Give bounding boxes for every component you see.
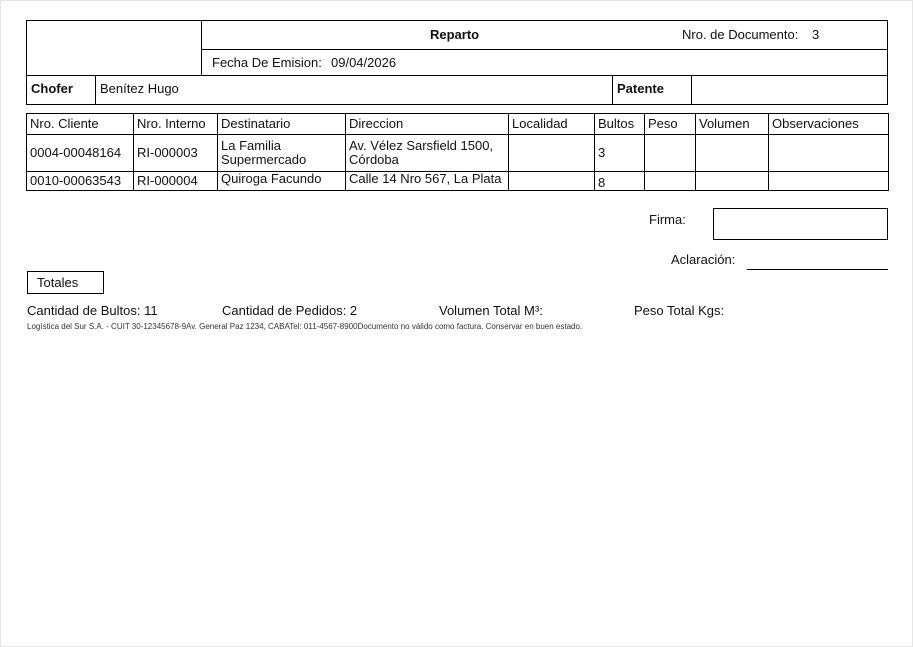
total-packages: Cantidad de Bultos: 11 <box>27 303 158 318</box>
issue-date-row <box>202 50 887 75</box>
cell-volumen <box>696 172 769 191</box>
cell-localidad <box>509 135 595 172</box>
column-header-nro-cliente: Nro. Cliente <box>27 114 134 135</box>
table-row <box>27 135 889 172</box>
cell-volumen <box>696 135 769 172</box>
table-header-row <box>27 114 889 135</box>
document-header <box>26 20 888 76</box>
cell-bultos: 8 <box>595 172 645 191</box>
signature-box <box>713 208 888 240</box>
logo-area <box>27 21 202 75</box>
cell-observaciones <box>769 172 889 191</box>
column-header-localidad: Localidad <box>509 114 595 135</box>
delivery-items-table <box>26 113 889 191</box>
total-orders: Cantidad de Pedidos: 2 <box>222 303 358 318</box>
driver-label: Chofer <box>27 76 96 104</box>
clarification-line <box>747 269 888 270</box>
cell-nro-interno: RI-000004 <box>134 172 218 191</box>
cell-localidad <box>509 172 595 191</box>
plate-label: Patente <box>613 76 692 104</box>
document-number-value: 3 <box>812 27 820 42</box>
cell-nro-cliente: 0004-00048164 <box>27 135 134 172</box>
column-header-volumen: Volumen <box>696 114 769 135</box>
column-header-peso: Peso <box>645 114 696 135</box>
cell-nro-cliente: 0010-00063543 <box>27 172 134 191</box>
issue-date-value: 09/04/2026 <box>331 55 397 70</box>
column-header-destinatario: Destinatario <box>218 114 346 135</box>
total-volume: Volumen Total M³: <box>439 303 543 318</box>
cell-peso <box>645 172 696 191</box>
driver-row <box>26 76 888 105</box>
clarification-label: Aclaración: <box>671 252 736 267</box>
totals-heading: Totales <box>27 271 104 294</box>
cell-destinatario: Quiroga Facundo <box>218 172 346 191</box>
column-header-bultos: Bultos <box>595 114 645 135</box>
column-header-direccion: Direccion <box>346 114 509 135</box>
table-row <box>27 172 889 191</box>
column-header-observaciones: Observaciones <box>769 114 889 135</box>
cell-direccion: Calle 14 Nro 567, La Plata <box>346 172 509 191</box>
cell-observaciones <box>769 135 889 172</box>
column-header-nro-interno: Nro. Interno <box>134 114 218 135</box>
company-footer: Logística del Sur S.A. - CUIT 30-12345678-9Av. General Paz 1234, CABATel: 011-4567-8900Documento no válido como factura. Conservar en buen estado. <box>27 322 583 331</box>
total-weight: Peso Total Kgs: <box>634 303 725 318</box>
cell-destinatario: La Familia Supermercado <box>218 135 346 172</box>
plate-value <box>692 76 887 104</box>
driver-name: Benítez Hugo <box>96 76 613 104</box>
issue-date-label: Fecha De Emision: <box>212 55 322 70</box>
document-title: Reparto <box>430 27 480 42</box>
cell-bultos: 3 <box>595 135 645 172</box>
cell-peso <box>645 135 696 172</box>
title-row <box>202 21 887 50</box>
document-number-label: Nro. de Documento: <box>682 27 799 42</box>
signature-label: Firma: <box>649 212 686 227</box>
cell-direccion: Av. Vélez Sarsfield 1500, Córdoba <box>346 135 509 172</box>
cell-nro-interno: RI-000003 <box>134 135 218 172</box>
